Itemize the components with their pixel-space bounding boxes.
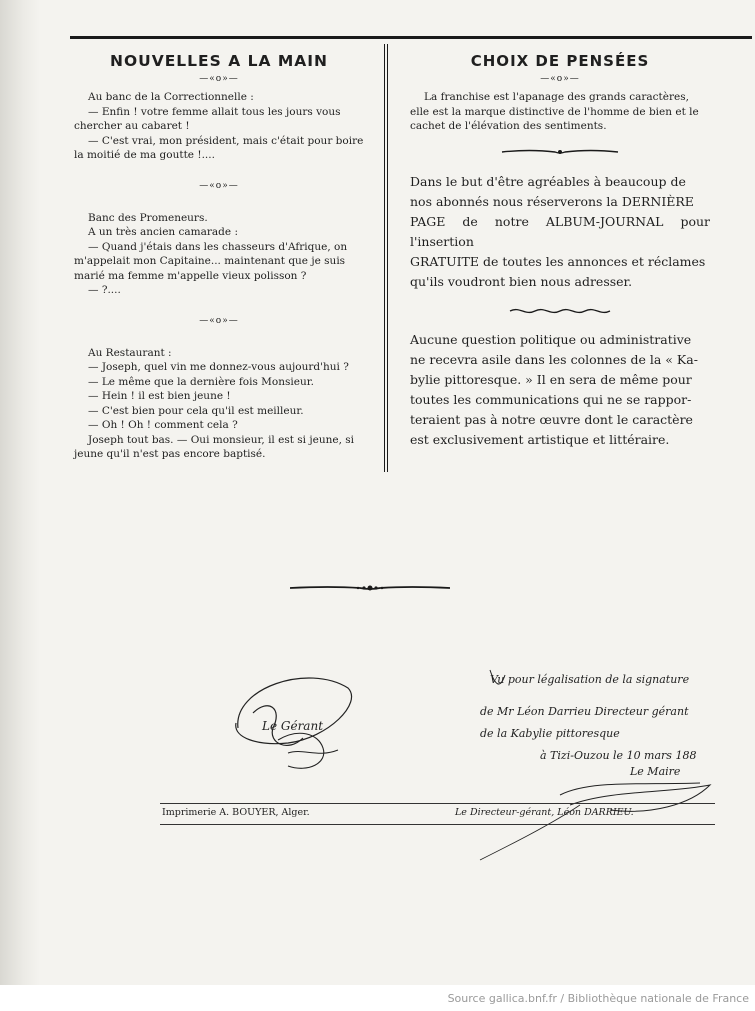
printer-imprint: Imprimerie A. BOUYER, Alger. [162,807,310,818]
anecdote-correctionnelle [74,90,364,163]
text-line: — Enfin ! votre femme allait tous les jours vous [88,105,341,118]
center-flourish [290,583,450,593]
text-line: teraient pas à notre œuvre dont le caractère [410,411,693,427]
text-line: La franchise est l'apanage des grands caractères, [424,91,689,103]
legalization-note [470,665,740,865]
scroll-ornament [505,306,615,316]
right-column [410,52,710,450]
text-line: — ?.... [88,284,121,296]
text-line: — Quand j'étais dans les chasseurs d'Afrique, on [88,240,348,253]
text-line: — C'est vrai, mon président, mais c'était pour boire [88,134,364,147]
left-column-title: NOUVELLES A LA MAIN [109,52,329,70]
text-line: cachet de l'élévation des sentiments. [410,120,607,132]
text-line: — Oh ! Oh ! comment cela ? [88,419,238,431]
source-credit: Source gallica.bnf.fr / Bibliothèque nationale de France [447,992,749,1005]
text-line: — Hein ! il est bien jeune ! [88,390,231,402]
text-line: la moitié de ma goutte !.... [74,149,215,161]
text-line: qu'ils voudront bien nous adresser. [410,273,633,289]
flourish-divider [500,148,620,156]
page-edge-shadow [0,0,40,985]
text-line: marié ma femme m'appelle vieux polisson ? [74,269,307,282]
text-line: Au Restaurant : [88,346,172,359]
text-line: Joseph tout bas. — Oui monsieur, il est si jeune, si [88,433,354,446]
notice-editorial-policy [410,330,710,450]
text-line: nos abonnés nous réserverons la DERNIÈRE [410,193,694,209]
director-credit: Le Directeur-gérant, Léon DARRIEU. [455,807,634,818]
text-line: A un très ancien camarade : [88,226,238,238]
right-column-title: CHOIX DE PENSÉES [470,52,650,70]
legalization-line: à Tizi-Ouzou le 10 mars 188 [540,749,697,762]
text-line: chercher au cabaret ! [74,120,190,132]
footer-rule-top [160,803,715,804]
anecdote-restaurant [74,346,364,462]
legalization-line: Le Maire [630,765,681,778]
text-line: — Le même que la dernière fois Monsieur. [88,375,314,388]
notice-free-ads [410,172,710,292]
left-column [74,52,364,462]
gerant-signature [228,668,358,780]
anecdote-promeneurs [74,211,364,298]
text-line: toutes les communications qui ne se rappor- [410,391,692,407]
text-line: elle est la marque distinctive de l'homme de bien et le [410,105,699,118]
legalization-handwriting [470,665,740,865]
legalization-line: de Mr Léon Darrieu Directeur gérant [480,705,689,718]
text-line: est exclusivement artistique et littéraire. [410,431,670,447]
text-line: — C'est bien pour cela qu'il est meilleur. [88,404,304,417]
text-line: GRATUITE de toutes les annonces et réclames [410,253,706,269]
text-line: — Joseph, quel vin me donnez-vous aujourd'hui ? [88,361,349,373]
column-divider [384,44,388,472]
text-line: ne recevra asile dans les colonnes de la « Ka- [410,351,698,367]
thought-paragraph [410,90,710,134]
text-line: m'appelait mon Capitaine... maintenant que je suis [74,255,346,267]
ornament: —«o»— [540,74,580,84]
ornament: —«o»— [199,315,239,326]
legalization-line: Vu pour légalisation de la signature [490,673,690,686]
text-line: PAGE de notre ALBUM-JOURNAL pour l'insertion [410,213,710,249]
ornament: —«o»— [199,180,239,191]
legalization-line: de la Kabylie pittoresque [480,727,620,740]
gerant-signature-text: Le Gérant [262,719,324,733]
footer-rule-bottom [160,824,715,825]
text-line: Banc des Promeneurs. [88,211,208,224]
ornament: —«o»— [199,74,239,84]
text-line: jeune qu'il n'est pas encore baptisé. [74,448,266,460]
text-line: bylie pittoresque. » Il en sera de même pour [410,371,692,387]
text-line: Au banc de la Correctionnelle : [88,91,254,103]
top-rule [70,36,752,39]
text-line: Dans le but d'être agréables à beaucoup de [410,173,686,189]
text-line: Aucune question politique ou administrative [410,331,692,347]
